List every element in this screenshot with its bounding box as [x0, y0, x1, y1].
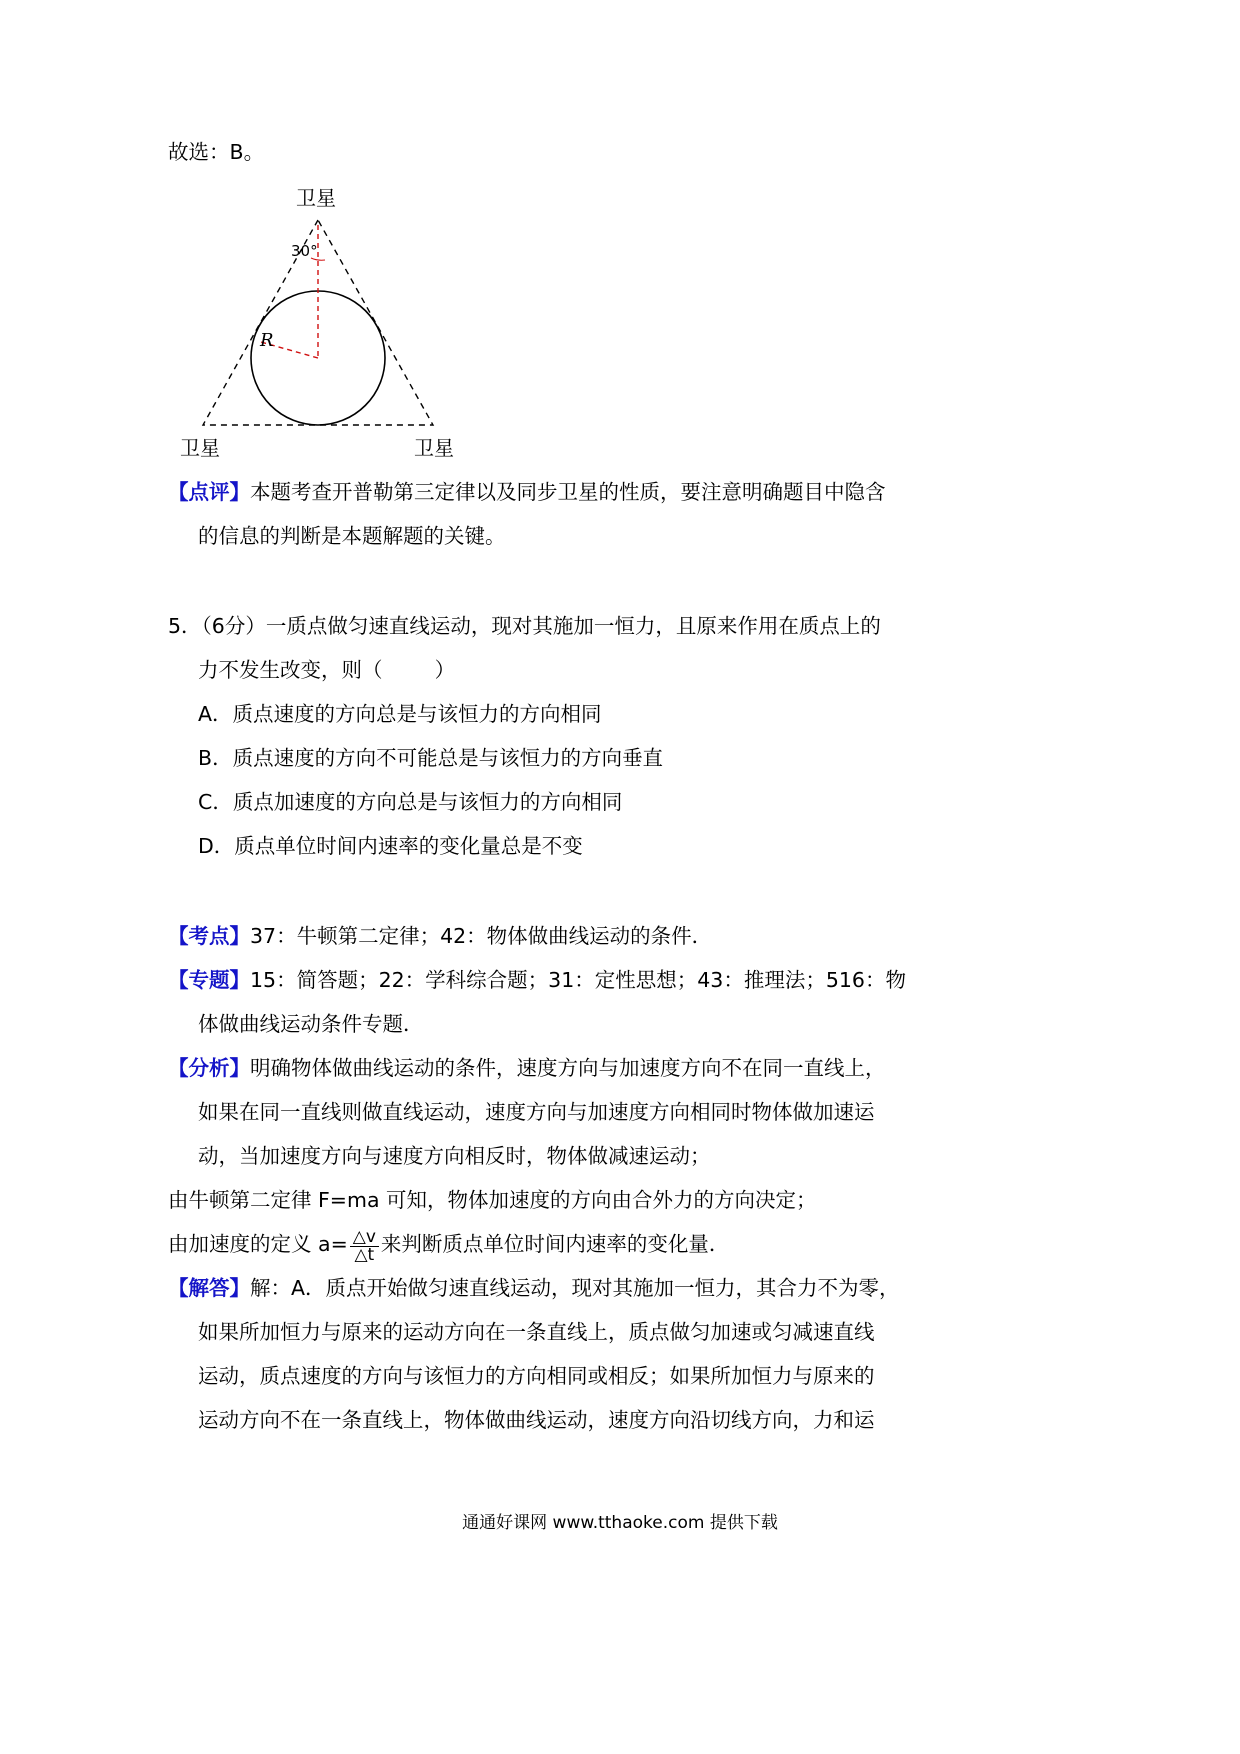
- question5-stem-line1: 5．（6分）一质点做匀速直线运动，现对其施加一恒力，且原来作用在质点上的: [168, 614, 881, 638]
- spacer: [168, 558, 1090, 604]
- fenxi-line5: [168, 1222, 1090, 1266]
- answer-line: 故选：B。: [168, 140, 265, 164]
- jieda-tag: 【解答】: [168, 1276, 250, 1300]
- kaodian-tag: 【考点】: [168, 924, 250, 948]
- delta-v-over-delta-t-fraction: [350, 1226, 379, 1266]
- zhuanti-block: [168, 958, 1090, 1002]
- comment-tag: 【点评】: [168, 480, 250, 504]
- kaodian-text: 37：牛顿第二定律；42：物体做曲线运动的条件．: [250, 924, 713, 948]
- fraction-numerator: △v: [352, 1226, 376, 1247]
- figure-radius-label: R: [260, 330, 274, 351]
- fenxi-block: [168, 1046, 1090, 1090]
- zhuanti-line1: 15：简答题；22：学科综合题；31：定性思想；43：推理法；516：物: [250, 968, 906, 992]
- jieda-line4: 运动方向不在一条直线上，物体做曲线运动，速度方向沿切线方向，力和运: [198, 1408, 875, 1432]
- fraction-denominator: △t: [350, 1246, 379, 1265]
- question5-option-a: A．质点速度的方向总是与该恒力的方向相同: [198, 702, 602, 726]
- question5-option-d: D．质点单位时间内速率的变化量总是不变: [198, 834, 583, 858]
- fenxi-line1: 明确物体做曲线运动的条件，速度方向与加速度方向不在同一直线上，: [250, 1056, 886, 1080]
- figure-top-label: 卫星: [296, 186, 336, 210]
- question5-option-b: B．质点速度的方向不可能总是与该恒力的方向垂直: [198, 746, 664, 770]
- figure-angle-label: 30°: [291, 242, 318, 260]
- fenxi-line5-suffix: 来判断质点单位时间内速率的变化量．: [380, 1232, 730, 1256]
- figure-bottom-left-label: 卫星: [180, 436, 220, 460]
- page-footer: 通通好课网 www.tthaoke.com 提供下载: [462, 1513, 778, 1533]
- zhuanti-tag: 【专题】: [168, 968, 250, 992]
- fenxi-line5-prefix: 由加速度的定义 a=: [168, 1232, 348, 1256]
- fenxi-line4: 由牛顿第二定律 F=ma 可知，物体加速度的方向由合外力的方向决定；: [168, 1188, 817, 1212]
- jieda-line2: 如果所加恒力与原来的运动方向在一条直线上，质点做匀加速或匀减速直线: [198, 1320, 875, 1344]
- spacer: [168, 868, 1090, 914]
- comment-block: [168, 470, 1090, 514]
- fenxi-tag: 【分析】: [168, 1056, 250, 1080]
- comment-text-line2: 的信息的判断是本题解题的关键。: [198, 524, 506, 548]
- kaodian-block: [168, 914, 1090, 958]
- jieda-line1: 解：A．质点开始做匀速直线运动，现对其施加一恒力，其合力不为零，: [250, 1276, 900, 1300]
- question5-stem-line2: 力不发生改变，则（ ）: [198, 658, 456, 682]
- satellite-figure: [178, 180, 598, 470]
- figure-bottom-right-label: 卫星: [414, 436, 454, 460]
- jieda-line3: 运动，质点速度的方向与该恒力的方向相同或相反；如果所加恒力与原来的: [198, 1364, 875, 1388]
- fenxi-line2: 如果在同一直线则做直线运动，速度方向与加速度方向相同时物体做加速运: [198, 1100, 875, 1124]
- fenxi-line3: 动，当加速度方向与速度方向相反时，物体做减速运动；: [198, 1144, 711, 1168]
- question5-option-c: C．质点加速度的方向总是与该恒力的方向相同: [198, 790, 623, 814]
- satellite-figure-svg: [178, 180, 598, 470]
- jieda-block: [168, 1266, 1090, 1310]
- comment-text-line1: 本题考查开普勒第三定律以及同步卫星的性质，要注意明确题目中隐含: [250, 480, 886, 504]
- zhuanti-line2: 体做曲线运动条件专题．: [198, 1012, 424, 1036]
